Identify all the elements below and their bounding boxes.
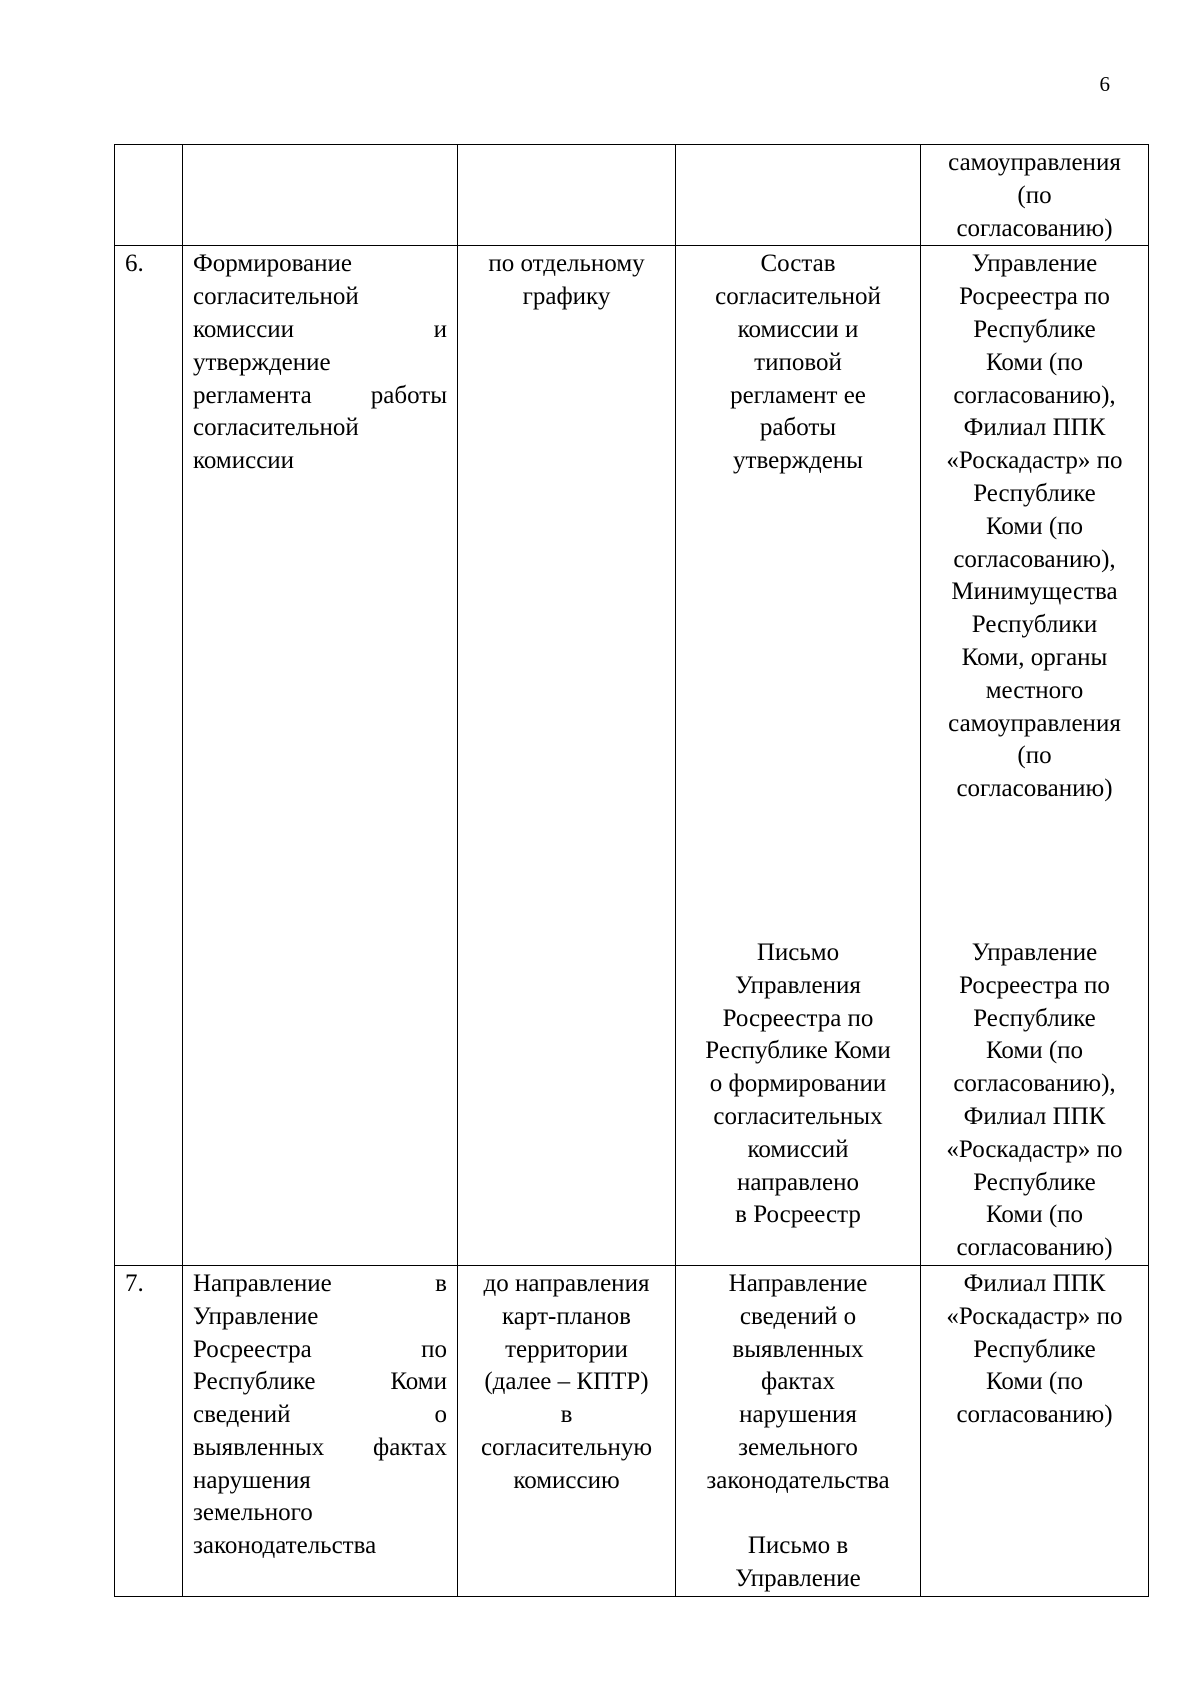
action-line: согласительной — [193, 283, 359, 311]
action-line: законодательства — [193, 1532, 377, 1560]
action-line: Управление — [193, 1302, 319, 1330]
term-cell — [458, 246, 676, 1266]
result-cell — [676, 1265, 921, 1596]
action-cell — [183, 1265, 458, 1596]
action-cell — [183, 145, 458, 246]
action-cell — [183, 246, 458, 1266]
result-cell — [676, 145, 921, 246]
action-line: комиссии и — [193, 315, 447, 343]
row-number-cell: 7. — [115, 1265, 183, 1596]
responsible-text: самоуправления (по согласованию) — [948, 149, 1121, 242]
action-line: согласительной — [193, 414, 359, 442]
action-line: регламента работы — [193, 381, 447, 409]
action-line: Направление в — [193, 1269, 447, 1297]
result-text: Письмо в Управление — [735, 1532, 861, 1593]
action-line: Росреестра по — [193, 1335, 447, 1363]
action-line: земельного — [193, 1499, 313, 1527]
table-row — [115, 145, 1149, 246]
page-number: 6 — [1099, 72, 1110, 96]
action-line: нарушения — [193, 1466, 311, 1494]
action-line: выявленных фактах — [193, 1433, 447, 1461]
action-line: комиссии — [193, 447, 295, 475]
action-line: Республике Коми — [193, 1368, 447, 1396]
result-text: Письмо Управления Росреестра по Республике Коми о формировании согласительных комиссий направлено в Росреестр — [705, 938, 891, 1229]
table-row — [115, 1265, 1149, 1596]
result-cell — [676, 246, 921, 1266]
term-cell — [458, 145, 676, 246]
responsible-text: Филиал ППК «Роскадастр» по Республике Коми (по согласованию) — [946, 1269, 1123, 1429]
responsible-cell — [921, 145, 1149, 246]
events-table — [114, 144, 1149, 1597]
responsible-text: Управление Росреестра по Республике Коми (по согласованию), Филиал ППК «Роскадастр» по Республике Коми (по согласованию), Минимущества Республики Коми, органы местного самоуправления (по согласованию) — [946, 250, 1123, 803]
action-line: сведений о — [193, 1401, 447, 1429]
term-cell — [458, 1265, 676, 1596]
term-text: до направления карт-планов территории (далее – КПТР) в согласительную комиссию — [480, 1269, 653, 1494]
result-text: Состав согласительной комиссии и типовой регламент ее работы утверждены — [715, 250, 881, 475]
table-row — [115, 246, 1149, 1266]
row-number-cell: 6. — [115, 246, 183, 1266]
action-line: Формирование — [193, 250, 352, 278]
row-number-cell — [115, 145, 183, 246]
responsible-text: Управление Росреестра по Республике Коми (по согласованию), Филиал ППК «Роскадастр» по Республике Коми (по согласованию) — [946, 938, 1123, 1262]
term-text: по отдельному графику — [488, 250, 645, 311]
action-line: утверждение — [193, 348, 331, 376]
result-text: Направление сведений о выявленных фактах нарушения земельного законодательства — [706, 1269, 890, 1494]
responsible-cell — [921, 1265, 1149, 1596]
responsible-cell — [921, 246, 1149, 1266]
